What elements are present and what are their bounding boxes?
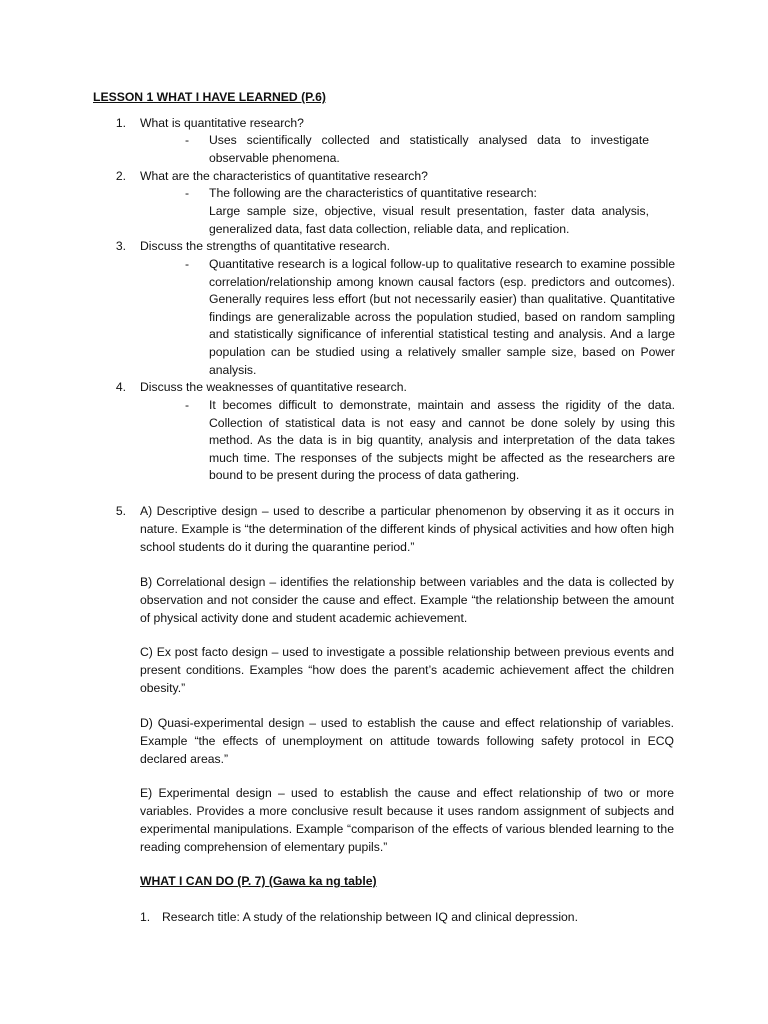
question-text: Discuss the strengths of quantitative research. bbox=[140, 239, 390, 253]
experimental-design-paragraph: E) Experimental design – used to establish the cause and effect relationship of two or more variables. Provides a more conclusive result because it uses random assignment of subjects and experimental manipulations. Example “comparison of the effects of various blended learning to the reading comprehension of elementary pupils.” bbox=[140, 786, 674, 854]
answer-text: Large sample size, objective, visual result presentation, faster data analysis, generalized data, fast data collection, reliable data, and replication. bbox=[209, 204, 649, 236]
ex-post-facto-design-paragraph: C) Ex post facto design – used to investigate a possible relationship between previous events and present conditions. Examples “how does the parent’s academic achievement affect the children obesity.” bbox=[140, 645, 674, 695]
question-number: 5. bbox=[115, 504, 126, 518]
answer-dash: - bbox=[185, 257, 190, 271]
section2-heading: WHAT I CAN DO (P. 7) (Gawa ka ng table) bbox=[140, 874, 377, 888]
answer-text: Uses scientifically collected and statistically analysed data to investigate observable phenomena. bbox=[209, 133, 649, 165]
correlational-design-paragraph: B) Correlational design – identifies the relationship between variables and the data is collected by observation and not consider the cause and effect. Example “the relationship between the amount of physical activity done and student academic achievement. bbox=[140, 575, 674, 625]
answer-dash: - bbox=[185, 133, 190, 147]
question-text: What are the characteristics of quantitative research? bbox=[140, 169, 428, 183]
research-title-text: Research title: A study of the relationship between IQ and clinical depression. bbox=[162, 910, 578, 924]
question-text: Discuss the weaknesses of quantitative research. bbox=[140, 380, 407, 394]
answer-dash: - bbox=[185, 186, 190, 200]
lesson-heading: LESSON 1 WHAT I HAVE LEARNED (P.6) bbox=[93, 90, 326, 104]
answer-text: It becomes difficult to demonstrate, maintain and assess the rigidity of the data. Collection of statistical data is not easy and cannot be done solely by using this method. As the data is in big quantity, analysis and interpretation of the data takes much time. The responses of the subjects might be affected as the researchers are bound to be present during the process of data gathering. bbox=[209, 398, 675, 483]
question-text: What is quantitative research? bbox=[140, 116, 304, 130]
question-number: 3. bbox=[115, 239, 126, 253]
descriptive-design-paragraph: A) Descriptive design – used to describe a particular phenomenon by observing it as it occurs in nature. Example is “the determination of the different kinds of physical activities and how often high school students do it during the quarantine period.” bbox=[140, 504, 674, 554]
question-number: 4. bbox=[115, 380, 126, 394]
answer-intro: The following are the characteristics of quantitative research: bbox=[209, 186, 537, 200]
item-number: 1. bbox=[140, 910, 151, 924]
question-number: 2. bbox=[115, 169, 126, 183]
answer-dash: - bbox=[185, 398, 190, 412]
quasi-experimental-design-paragraph: D) Quasi-experimental design – used to establish the cause and effect relationship of variables. Example “the effects of unemployment on attitude towards following safety protocol in ECQ declared areas.” bbox=[140, 716, 674, 766]
question-number: 1. bbox=[115, 116, 126, 130]
answer-text: Quantitative research is a logical follow-up to qualitative research to examine possible correlation/relationship among known causal factors (esp. predictors and outcomes). Generally requires less effort (but not necessarily easier) than qualitative. Quantitative findings are generalizable across the population studied, based on random sampling and statistically significance of inferential statistical testing and analysis. And a large population can be studied using a relatively smaller sample size, based on Power analysis. bbox=[209, 257, 675, 377]
